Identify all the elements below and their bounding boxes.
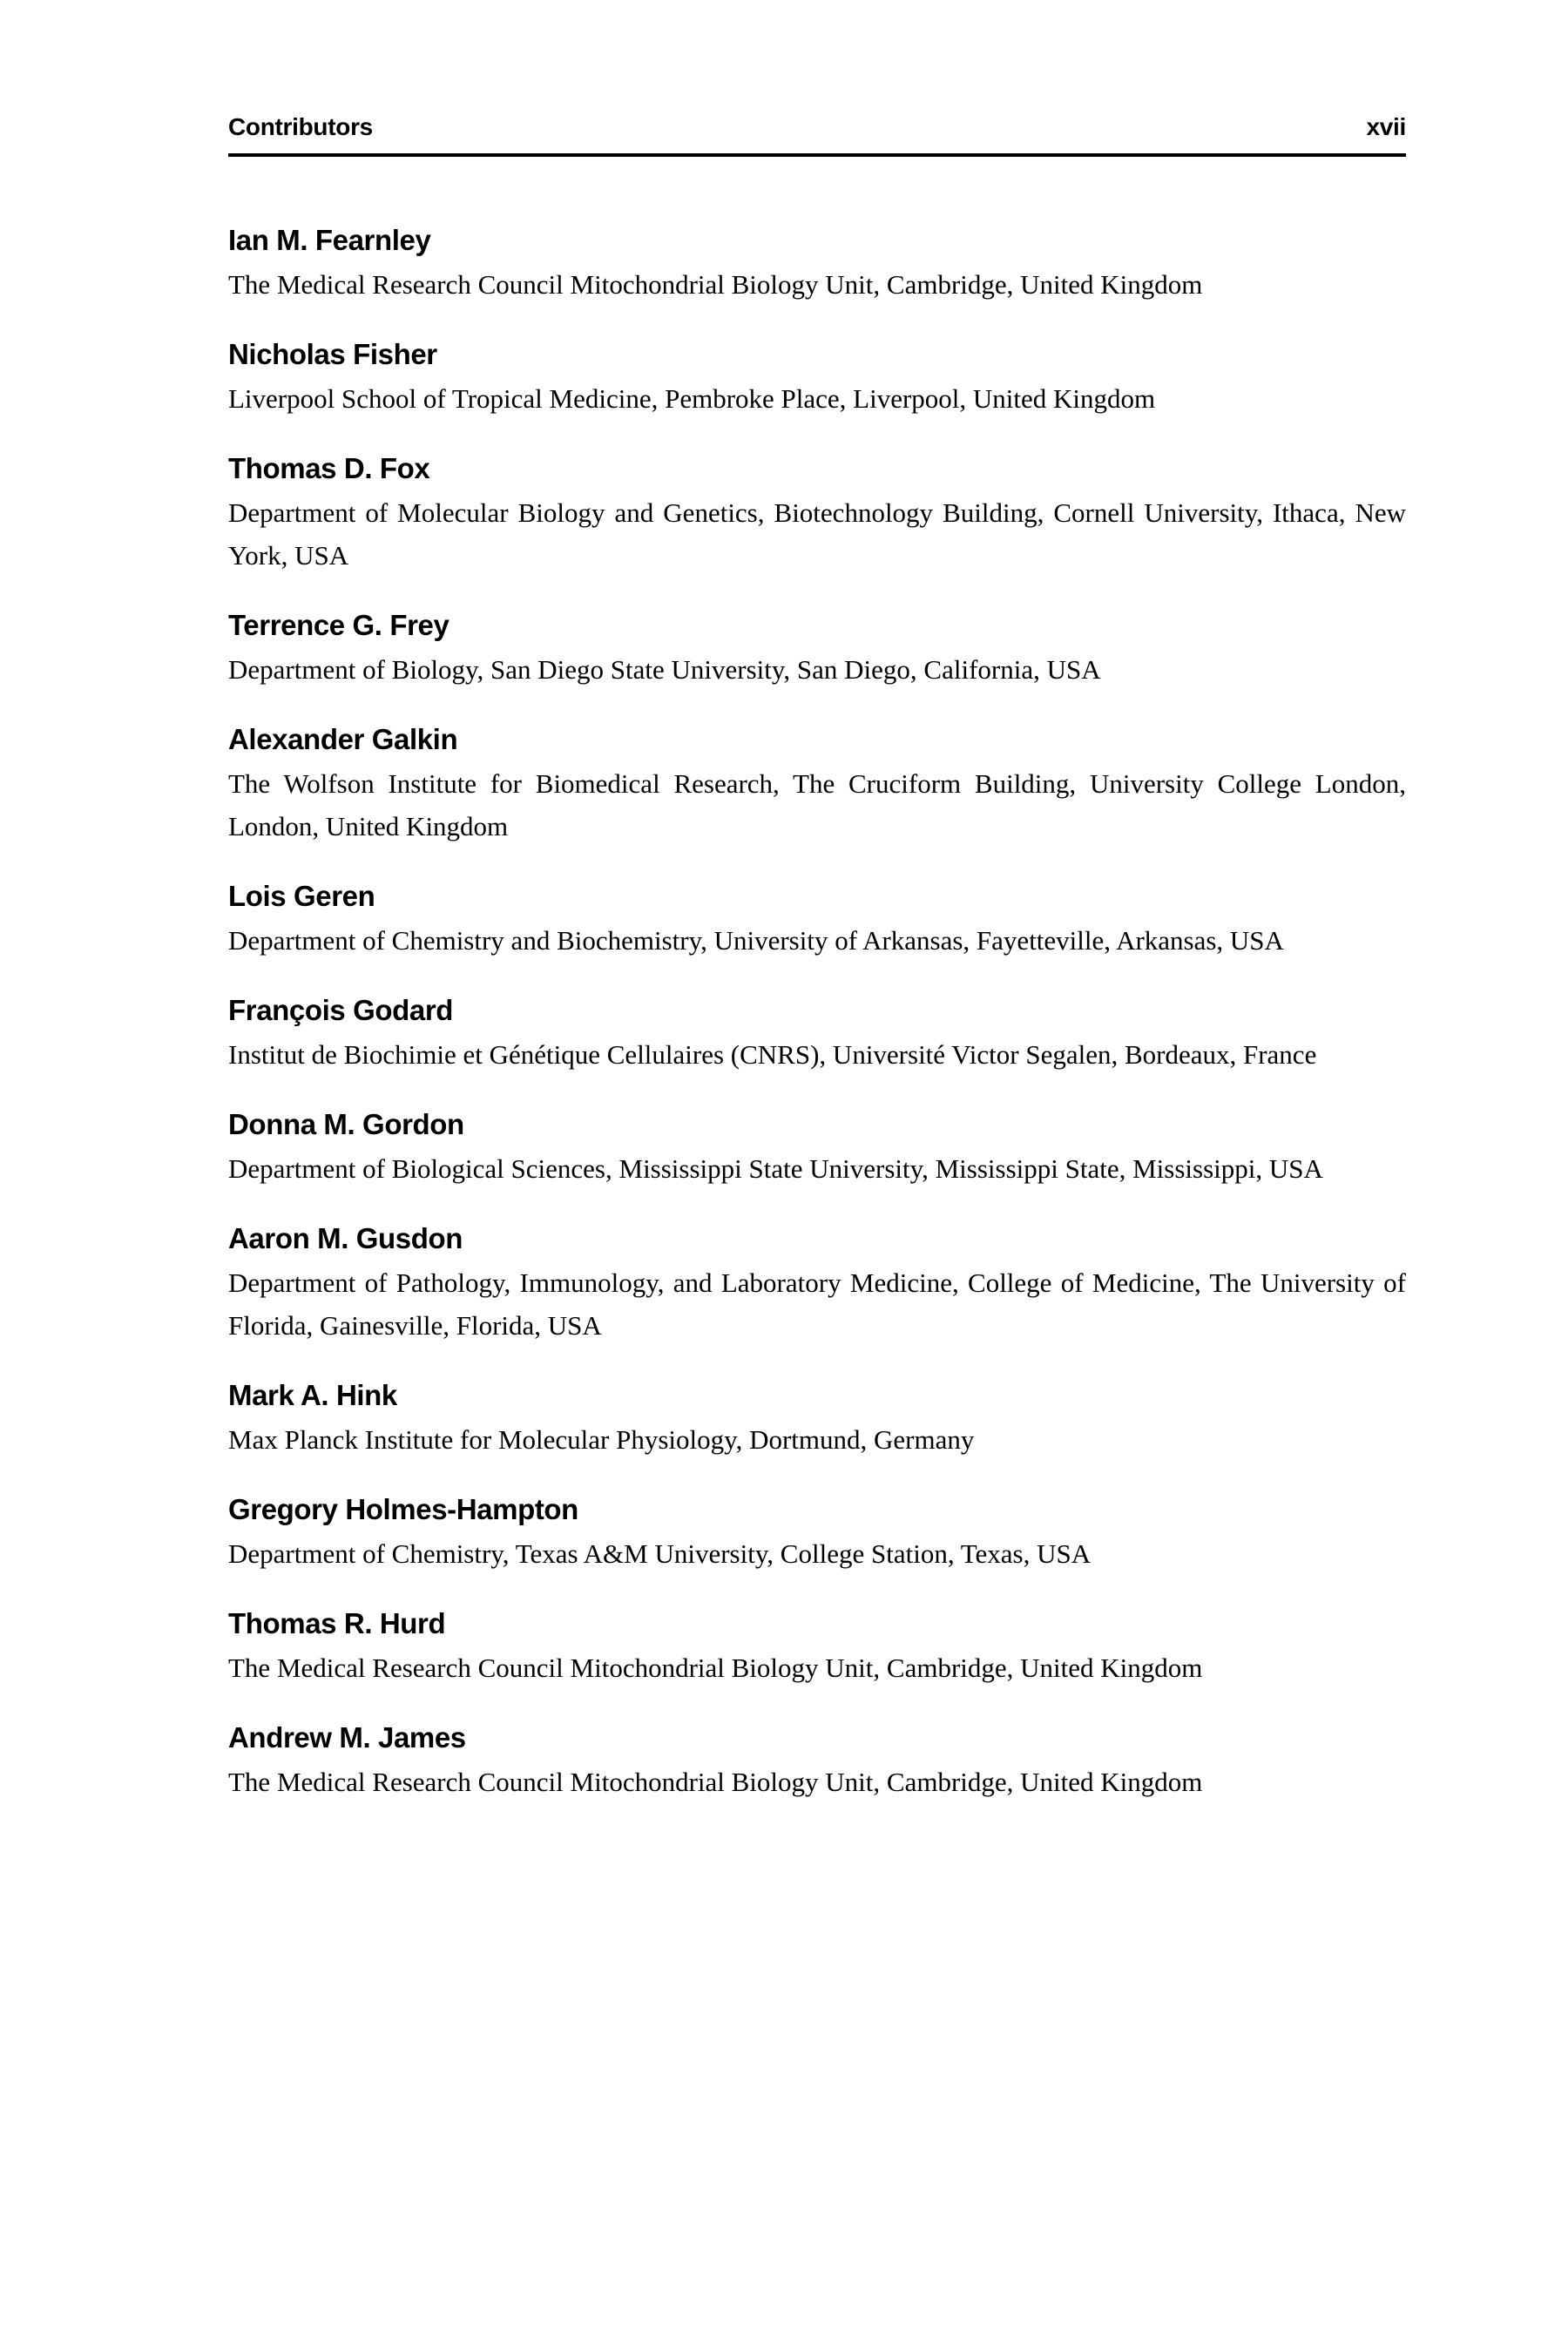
contributor-name: Andrew M. James [228, 1721, 466, 1754]
header-rule [228, 153, 1406, 157]
contributor-affiliation: Max Planck Institute for Molecular Physiology, Dortmund, Germany [228, 1424, 975, 1455]
contributor-affiliation: The Medical Research Council Mitochondrial Biology Unit, Cambridge, United Kingdom [228, 1652, 1203, 1683]
contributor-entry [228, 1376, 1406, 1461]
running-head [228, 0, 1406, 141]
contributor-entry [228, 1105, 1406, 1190]
contributor-name: Terrence G. Frey [228, 609, 449, 641]
contributor-entry [228, 1605, 1406, 1689]
contributor-entry [228, 991, 1406, 1076]
contributor-name: Thomas D. Fox [228, 452, 430, 484]
contributor-entry [228, 1719, 1406, 1803]
contributor-name: Ian M. Fearnley [228, 224, 431, 256]
contributor-entry [228, 606, 1406, 691]
contributor-affiliation: Department of Chemistry, Texas A&M University, College Station, Texas, USA [228, 1538, 1092, 1569]
contributor-name: Mark A. Hink [228, 1379, 397, 1411]
contributor-entry [228, 1490, 1406, 1575]
contributor-affiliation: The Medical Research Council Mitochondrial Biology Unit, Cambridge, United Kingdom [228, 1767, 1203, 1797]
contributor-affiliation: Department of Pathology, Immunology, and Laboratory Medicine, College of Medicine, The University of Florida, Gainesville, Florida, USA [228, 1267, 1406, 1341]
contributor-affiliation: Department of Biological Sciences, Mississippi State University, Mississippi State, Mississippi, USA [228, 1153, 1323, 1184]
contributor-name: Thomas R. Hurd [228, 1607, 446, 1639]
contributor-name: Aaron M. Gusdon [228, 1222, 463, 1254]
contributor-name: Gregory Holmes-Hampton [228, 1493, 578, 1525]
page-number: xvii [1366, 113, 1406, 140]
contributor-entry [228, 877, 1406, 962]
contributor-affiliation: Liverpool School of Tropical Medicine, Pembroke Place, Liverpool, United Kingdom [228, 383, 1156, 414]
contributor-affiliation: Department of Chemistry and Biochemistry, University of Arkansas, Fayetteville, Arkansas, USA [228, 925, 1284, 956]
contributor-entry [228, 221, 1406, 306]
contributor-affiliation: The Medical Research Council Mitochondrial Biology Unit, Cambridge, United Kingdom [228, 269, 1203, 300]
running-head-title: Contributors [228, 113, 373, 140]
contributor-entry [228, 449, 1406, 577]
contributor-affiliation: Department of Biology, San Diego State University, San Diego, California, USA [228, 654, 1101, 685]
contributor-entry [228, 720, 1406, 848]
contributors-list [228, 221, 1406, 1803]
contributor-name: Donna M. Gordon [228, 1108, 464, 1140]
contributor-name: François Godard [228, 994, 454, 1026]
contributor-entry [228, 1220, 1406, 1347]
page [228, 0, 1406, 1833]
contributor-name: Alexander Galkin [228, 723, 458, 755]
contributor-name: Lois Geren [228, 880, 375, 912]
contributor-name: Nicholas Fisher [228, 338, 437, 370]
contributor-affiliation: The Wolfson Institute for Biomedical Research, The Cruciform Building, University College London, London, United Kingdom [228, 768, 1406, 841]
contributor-affiliation: Department of Molecular Biology and Genetics, Biotechnology Building, Cornell University, Ithaca, New York, USA [228, 497, 1406, 571]
contributor-entry [228, 335, 1406, 420]
contributor-affiliation: Institut de Biochimie et Génétique Cellulaires (CNRS), Université Victor Segalen, Bordeaux, France [228, 1039, 1317, 1070]
